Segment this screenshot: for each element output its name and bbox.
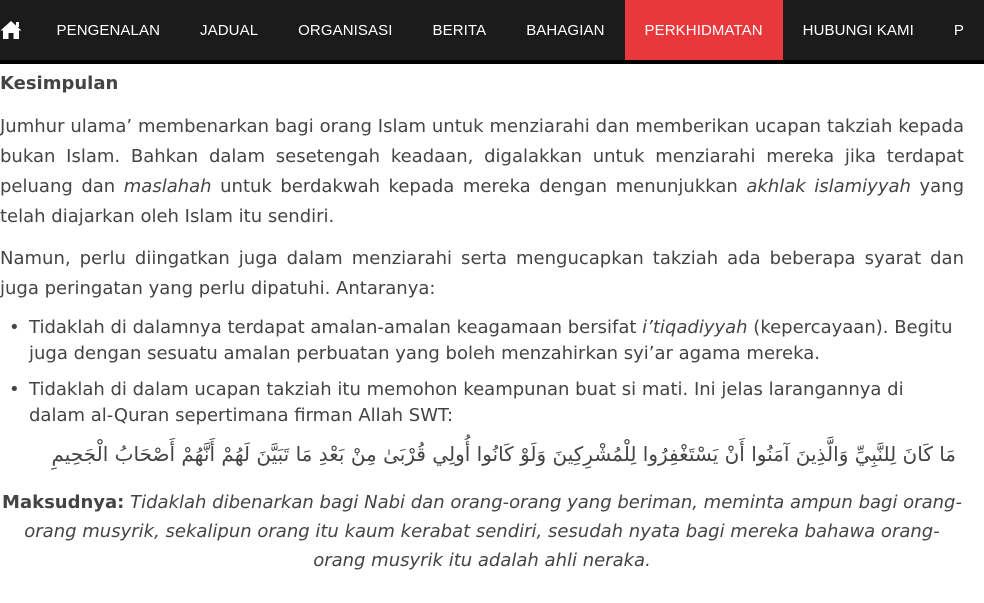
nav-item-organisasi[interactable]: ORGANISASI — [298, 21, 393, 39]
nav-item-hubungi-kami[interactable]: HUBUNGI KAMI — [802, 21, 914, 39]
paragraph-conclusion — [0, 112, 964, 232]
nav-home-link[interactable] — [0, 0, 31, 60]
article-content — [0, 64, 964, 575]
paragraph-text: yang telah diajarkan oleh Islam itu sendiri. — [0, 176, 964, 227]
section-heading: Kesimpulan — [0, 73, 119, 94]
list-item — [9, 377, 964, 429]
paragraph-text: Jumhur ulama’ membenarkan bagi orang Islam untuk menziarahi dan memberikan ucapan takziah kepada bukan Islam. Bahkan dalam sesetengah keadaan, digalakkan untuk menziarahi mereka jika terdapat peluang dan — [0, 116, 964, 197]
emphasis-akhlak: akhlak islamiyyah — [746, 176, 911, 197]
bullet-marker: • — [9, 317, 20, 338]
nav-item-berita[interactable]: BERITA — [432, 21, 487, 39]
main-navbar — [0, 0, 984, 64]
home-icon — [0, 20, 22, 40]
nav-item-bahagian[interactable]: BAHAGIAN — [526, 21, 605, 39]
list-item-text: Tidaklah di dalamnya terdapat amalan-amalan keagamaan bersifat — [29, 317, 643, 338]
translation-text: Tidaklah dibenarkan bagi Nabi dan orang-orang yang beriman, meminta ampun bagi orang-orang musyrik, sekalipun orang itu kaum kerabat sendiri, sesudah nyata bagi mereka bahawa orang-orang musyrik itu adalah ahli neraka. — [24, 492, 962, 571]
list-item-text: Tidaklah di dalam ucapan takziah itu memohon keampunan buat si mati. Ini jelas larangannya di dalam al-Quran sepertimana firman Allah SWT: — [29, 379, 904, 426]
emphasis-maslahah: maslahah — [123, 176, 212, 197]
nav-item-jadual[interactable]: JADUAL — [200, 21, 259, 39]
list-item — [9, 315, 964, 367]
nav-item-perkhidmatan[interactable]: PERKHIDMATAN — [625, 0, 783, 60]
bullet-marker: • — [9, 379, 20, 400]
paragraph-text: untuk berdakwah kepada mereka dengan menunjukkan — [211, 176, 747, 197]
emphasis-itiqadiyyah: i’tiqadiyyah — [642, 317, 748, 338]
translation-label: Maksudnya: — [2, 492, 125, 513]
quran-verse-arabic: مَا كَانَ لِلنَّبِيِّ وَالَّذِينَ آمَنُوا أَنْ يَسْتَغْفِرُوا لِلْمُشْرِكِينَ وَلَوْ كَانُوا أُولِي قُرْبَىٰ مِنْ بَعْدِ مَا تَبَيَّنَ لَهُمْ أَنَّهُمْ أَصْحَابُ الْجَحِيمِ — [51, 442, 956, 466]
verse-translation — [0, 488, 964, 575]
nav-item-pengenalan[interactable]: PENGENALAN — [56, 21, 161, 39]
list-item-text: (kepercayaan). Begitu juga dengan sesuatu amalan perbuatan yang boleh menzahirkan syi’ar agama mereka. — [29, 317, 953, 364]
paragraph-conditions-intro: Namun, perlu diingatkan juga dalam menziarahi serta mengucapkan takziah ada beberapa syarat dan juga peringatan yang perlu dipatuhi. Antaranya: — [0, 248, 964, 299]
nav-item-overflow[interactable]: P — [953, 21, 964, 39]
conditions-list — [0, 315, 964, 429]
